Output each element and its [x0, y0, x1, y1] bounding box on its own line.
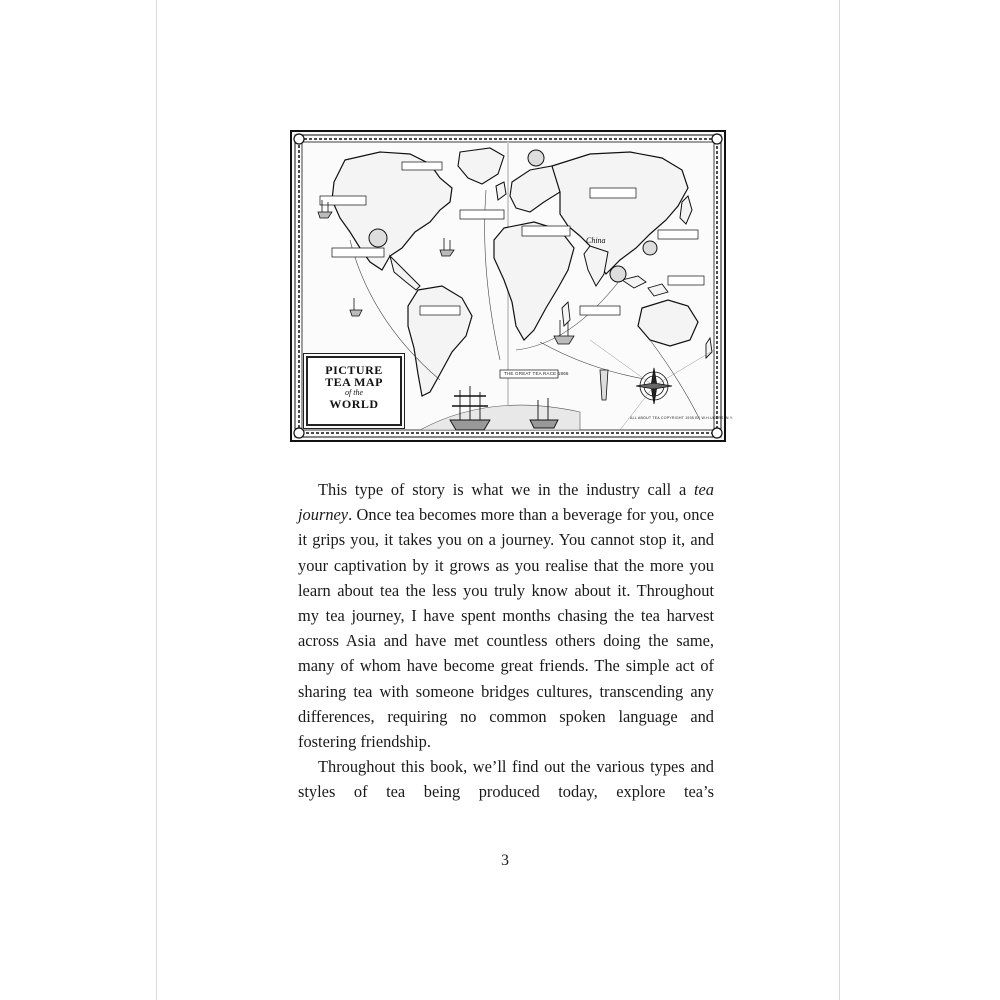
para1-start: This type of story is what we in the industry call a — [318, 480, 694, 499]
cartouche-line-3: of the — [345, 388, 363, 397]
page-number: 3 — [501, 852, 509, 869]
body-text — [298, 477, 714, 805]
picture-tea-map-illustration — [290, 130, 734, 442]
china-map-label: China — [586, 236, 606, 245]
cartouche-line-1: PICTURE — [325, 363, 383, 377]
map-credit-label: ALL ABOUT TEA COPYRIGHT 1935 BY W.H.UKERS, N.Y. — [630, 416, 734, 420]
para1-rest: . Once tea becomes more than a beverage for you, once it grips you, it takes you on a journey. You cannot stop it, and your captivation by it grows as you realise that the more you learn about tea the less you truly know about it. Throughout my tea journey, I have spent months chasing the tea harvest across Asia and have met countless others doing the same, many of whom have become great friends. The simple act of sharing tea with someone bridges cultures, transcending any differences, requiring no common spoken language and fostering friendship. — [298, 505, 714, 752]
cartouche-line-4: WORLD — [329, 397, 379, 411]
cartouche-line-2: TEA MAP — [325, 375, 383, 389]
map-title-cartouche — [306, 356, 402, 426]
great-tea-race-label: THE GREAT TEA RACE 1866 — [504, 371, 569, 376]
paragraph-1 — [298, 477, 714, 754]
paragraph-2: Throughout this book, we’ll find out the various types and styles of tea being produced today, explore tea’s — [298, 757, 714, 802]
para1-emphasis: tea journey — [298, 480, 714, 525]
